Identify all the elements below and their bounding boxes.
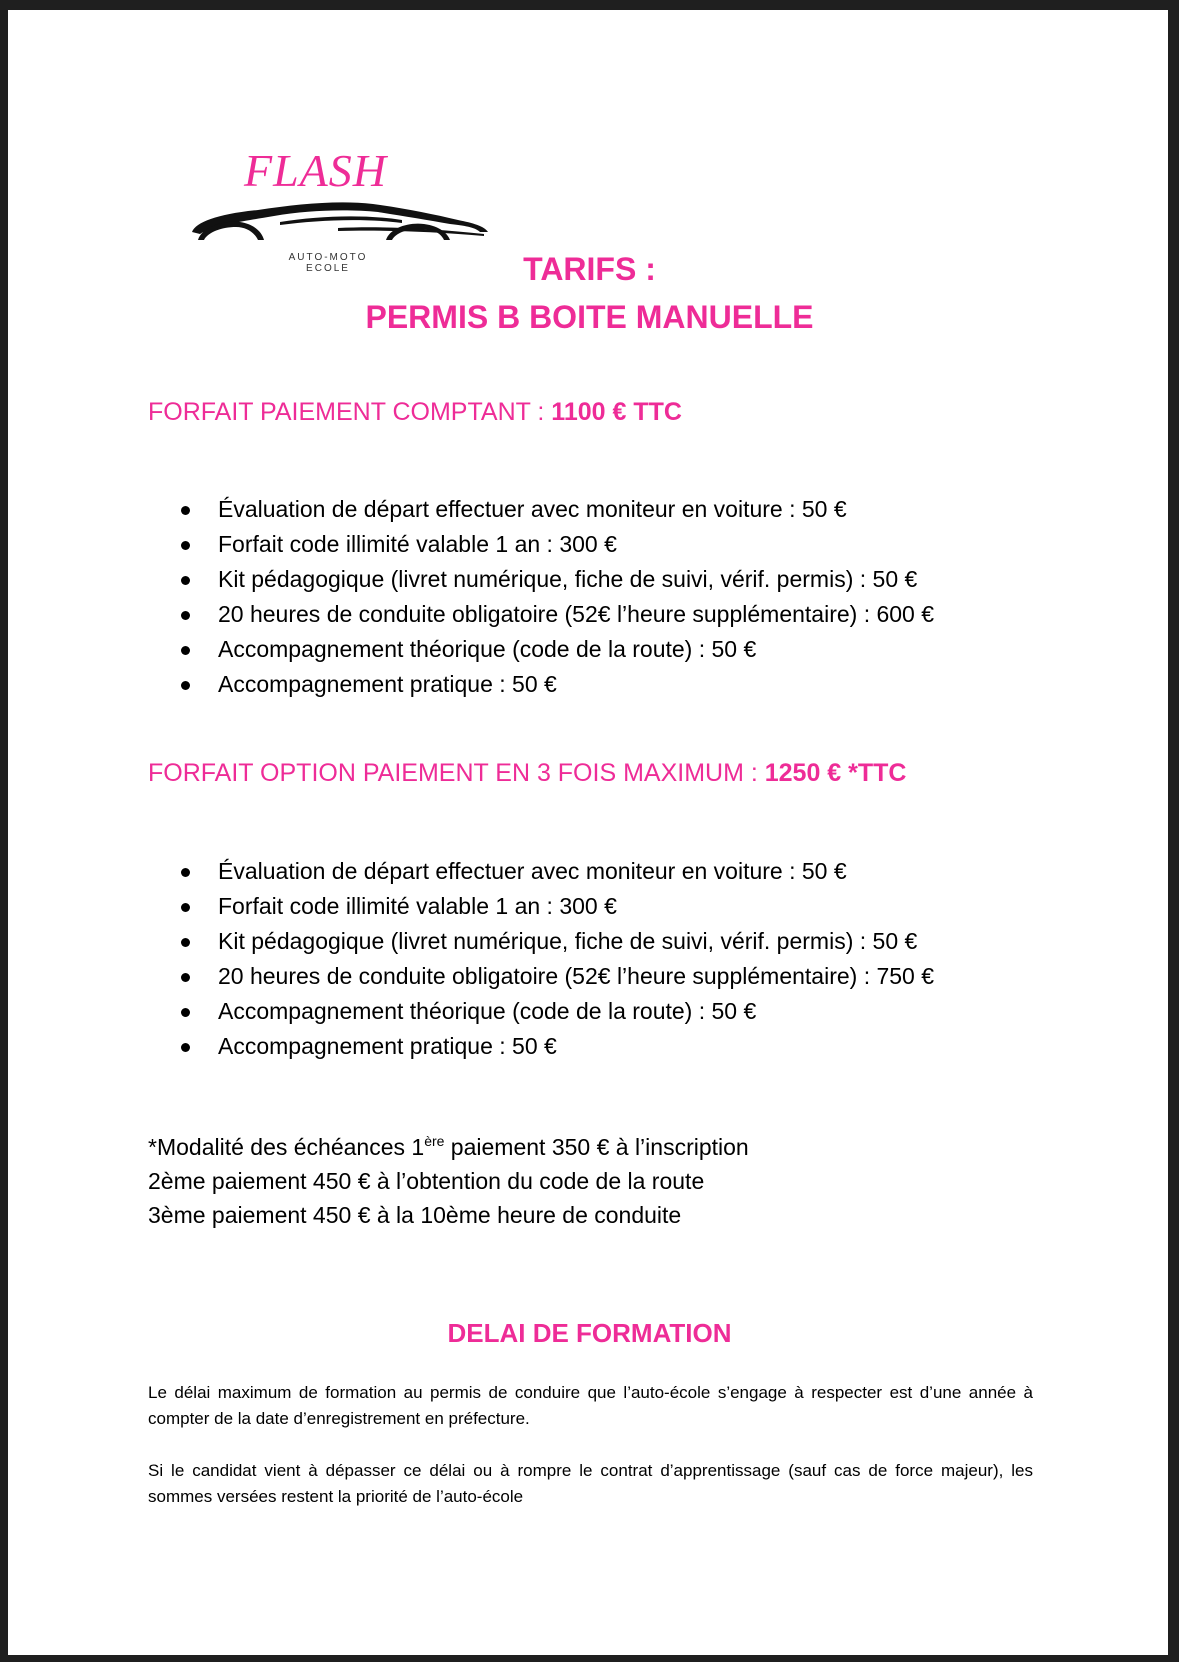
- list-item: Accompagnement théorique (code de la route) : 50 €: [178, 632, 934, 667]
- logo-brand-text: FLASH: [244, 145, 387, 196]
- list-item: Forfait code illimité valable 1 an : 300 €: [178, 527, 934, 562]
- list-item: Kit pédagogique (livret numérique, fiche de suivi, vérif. permis) : 50 €: [178, 924, 934, 959]
- list-item: Accompagnement pratique : 50 €: [178, 1029, 934, 1064]
- title-line1: TARIFS :: [523, 251, 656, 287]
- schedule-line-2: 2ème paiement 450 € à l’obtention du code de la route: [148, 1168, 705, 1194]
- delai-heading: DELAI DE FORMATION: [447, 1318, 732, 1348]
- list-item: Évaluation de départ effectuer avec moniteur en voiture : 50 €: [178, 854, 934, 889]
- forfait-3fois-label: FORFAIT OPTION PAIEMENT EN 3 FOIS MAXIMUM :: [148, 759, 765, 787]
- schedule-line-1: [148, 1130, 749, 1164]
- forfait-3fois-heading: [148, 759, 907, 788]
- schedule-line-1-end: paiement 350 € à l’inscription: [444, 1134, 749, 1160]
- delai-paragraph-2: Si le candidat vient à dépasser ce délai ou à rompre le contrat d’apprentissage (sauf cas de force majeur), les sommes versées restent la priorité de l’auto-école: [148, 1461, 1033, 1506]
- list-item: Kit pédagogique (livret numérique, fiche de suivi, vérif. permis) : 50 €: [178, 562, 934, 597]
- logo-subtitle-line2: ECOLE: [306, 263, 350, 274]
- schedule-line-1-sup: ère: [424, 1133, 445, 1149]
- title-line2: PERMIS B BOITE MANUELLE: [365, 299, 814, 335]
- forfait-3fois-price: 1250 € *TTC: [764, 759, 907, 787]
- forfait-comptant-label: FORFAIT PAIEMENT COMPTANT :: [148, 398, 552, 426]
- car-silhouette-icon: [188, 196, 498, 248]
- schedule-line-1-start: *Modalité des échéances 1: [148, 1134, 425, 1160]
- list-item: Évaluation de départ effectuer avec moniteur en voiture : 50 €: [178, 492, 934, 527]
- list-item: Accompagnement pratique : 50 €: [178, 667, 934, 702]
- list-item: 20 heures de conduite obligatoire (52€ l’heure supplémentaire) : 600 €: [178, 597, 934, 632]
- payment-schedule-notes: [148, 1130, 749, 1232]
- forfait-3fois-list: [178, 854, 934, 1064]
- forfait-comptant-list: [178, 492, 934, 702]
- delai-paragraph-1: Le délai maximum de formation au permis de conduire que l’auto-école s’engage à respecter est d’une année à compter de la date d’enregistrement en préfecture.: [148, 1383, 1033, 1428]
- list-item: 20 heures de conduite obligatoire (52€ l’heure supplémentaire) : 750 €: [178, 959, 934, 994]
- list-item: Accompagnement théorique (code de la route) : 50 €: [178, 994, 934, 1029]
- logo-subtitle-line1: AUTO-MOTO: [288, 252, 368, 263]
- forfait-comptant-price: 1100 € TTC: [551, 398, 682, 426]
- forfait-comptant-heading: [148, 398, 682, 427]
- list-item: Forfait code illimité valable 1 an : 300 €: [178, 889, 934, 924]
- schedule-line-3: 3ème paiement 450 € à la 10ème heure de conduite: [148, 1202, 682, 1228]
- page-title: [0, 245, 1179, 341]
